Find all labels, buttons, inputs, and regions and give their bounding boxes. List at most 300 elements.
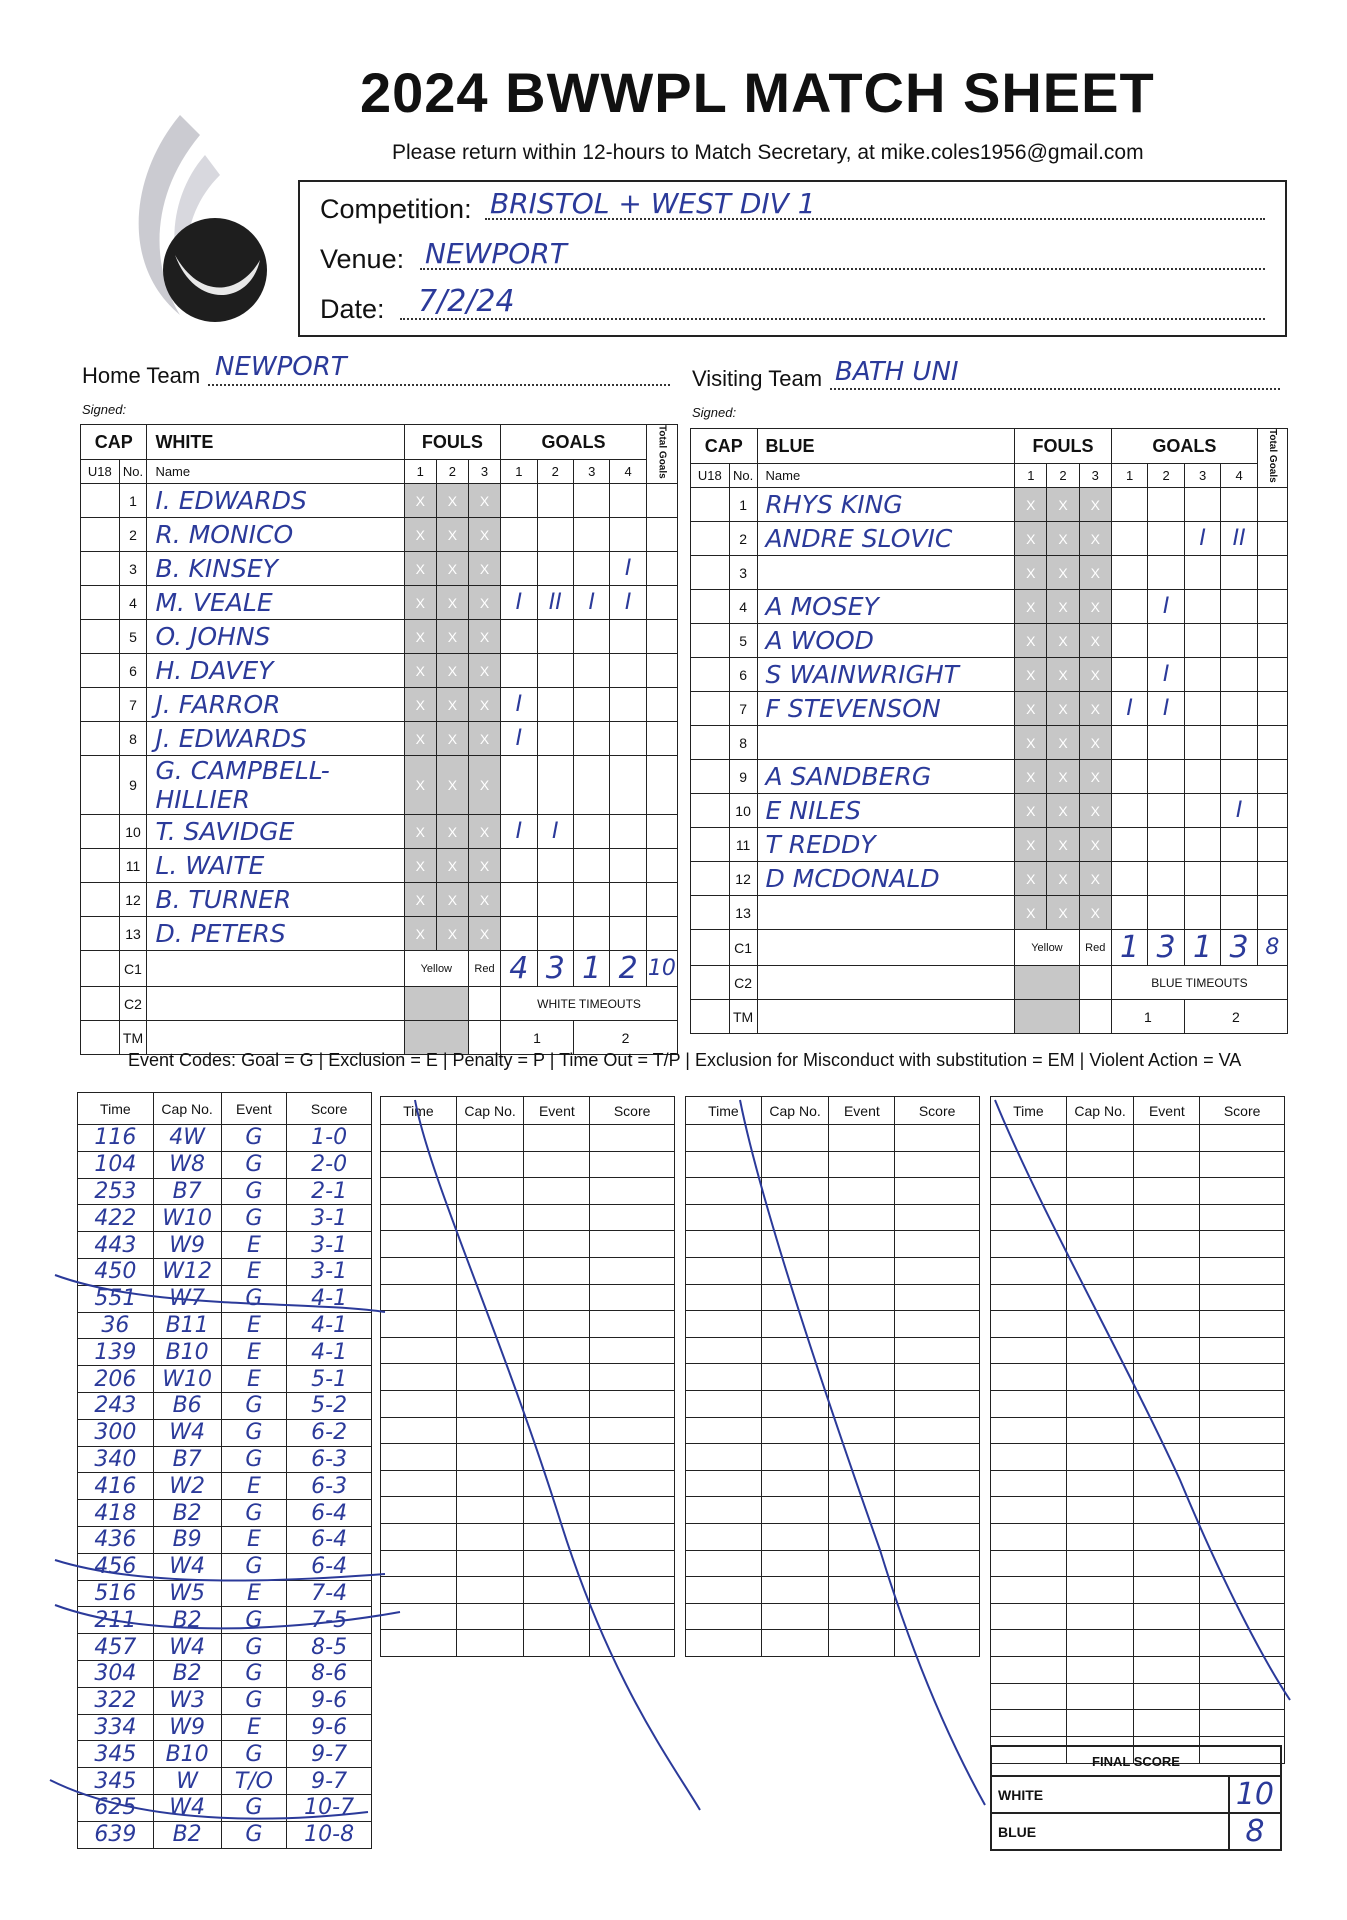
- foul-box[interactable]: [404, 688, 436, 722]
- event-time[interactable]: [686, 1417, 762, 1444]
- event-code[interactable]: E: [221, 1526, 287, 1553]
- goal-cell[interactable]: [501, 722, 537, 756]
- event-time[interactable]: [686, 1231, 762, 1258]
- event-time[interactable]: [381, 1417, 457, 1444]
- event-score[interactable]: [1200, 1178, 1285, 1205]
- u18-cell[interactable]: [81, 917, 120, 951]
- event-cap[interactable]: [761, 1444, 829, 1471]
- foul-box[interactable]: [1079, 828, 1111, 862]
- event-cap[interactable]: [1066, 1417, 1134, 1444]
- foul-box[interactable]: [1015, 590, 1047, 624]
- event-time[interactable]: 340: [78, 1446, 154, 1473]
- player-name-cell[interactable]: [757, 556, 1015, 590]
- u18-cell[interactable]: [691, 726, 730, 760]
- player-name-cell[interactable]: [147, 484, 404, 518]
- foul-box[interactable]: [1047, 522, 1079, 556]
- player-total-cell[interactable]: [1257, 590, 1287, 624]
- foul-box[interactable]: [1079, 862, 1111, 896]
- event-code[interactable]: [1134, 1337, 1200, 1364]
- event-code[interactable]: G: [221, 1794, 287, 1821]
- event-cap[interactable]: [761, 1417, 829, 1444]
- event-cap[interactable]: [761, 1311, 829, 1338]
- event-time[interactable]: [686, 1497, 762, 1524]
- venue-field[interactable]: NEWPORT: [425, 237, 567, 270]
- event-cap[interactable]: [456, 1231, 524, 1258]
- foul-box[interactable]: [1047, 726, 1079, 760]
- goal-cell[interactable]: [573, 654, 609, 688]
- event-code[interactable]: [524, 1151, 590, 1178]
- event-cap[interactable]: [761, 1603, 829, 1630]
- event-score[interactable]: 5-1: [287, 1366, 372, 1393]
- event-cap[interactable]: [456, 1178, 524, 1205]
- goal-cell[interactable]: [1148, 590, 1185, 624]
- event-code[interactable]: T/O: [221, 1768, 287, 1795]
- event-score[interactable]: [590, 1284, 675, 1311]
- event-cap[interactable]: [456, 1523, 524, 1550]
- foul-box[interactable]: [1015, 522, 1047, 556]
- event-score[interactable]: 6-4: [287, 1553, 372, 1580]
- event-cap[interactable]: W: [153, 1768, 221, 1795]
- goal-cell[interactable]: [1111, 692, 1148, 726]
- event-code[interactable]: E: [221, 1339, 287, 1366]
- event-cap[interactable]: [456, 1417, 524, 1444]
- event-code[interactable]: [829, 1257, 895, 1284]
- event-time[interactable]: [686, 1523, 762, 1550]
- player-total-cell[interactable]: [646, 722, 677, 756]
- foul-box[interactable]: [1015, 862, 1047, 896]
- goal-cell[interactable]: [537, 518, 573, 552]
- goal-cell[interactable]: [610, 586, 646, 620]
- event-cap[interactable]: [456, 1497, 524, 1524]
- event-cap[interactable]: [761, 1125, 829, 1152]
- event-cap[interactable]: W2: [153, 1473, 221, 1500]
- event-score[interactable]: [1200, 1470, 1285, 1497]
- foul-box[interactable]: [468, 722, 500, 756]
- foul-box[interactable]: [1047, 556, 1079, 590]
- event-time[interactable]: 450: [78, 1258, 154, 1285]
- event-cap[interactable]: [1066, 1364, 1134, 1391]
- red-card-box[interactable]: [1079, 1000, 1111, 1034]
- player-total-cell[interactable]: [646, 883, 677, 917]
- goal-cell[interactable]: [537, 883, 573, 917]
- goal-cell[interactable]: [1221, 896, 1258, 930]
- goal-cell[interactable]: [1148, 488, 1185, 522]
- foul-box[interactable]: [436, 883, 468, 917]
- event-score[interactable]: 10-7: [287, 1794, 372, 1821]
- period-total-cell[interactable]: [610, 951, 646, 987]
- event-score[interactable]: [590, 1497, 675, 1524]
- event-time[interactable]: [381, 1603, 457, 1630]
- event-code[interactable]: [524, 1231, 590, 1258]
- event-time[interactable]: [686, 1577, 762, 1604]
- goal-cell[interactable]: [1221, 488, 1258, 522]
- player-name-cell[interactable]: [147, 518, 404, 552]
- event-cap[interactable]: [1066, 1470, 1134, 1497]
- foul-box[interactable]: [436, 917, 468, 951]
- foul-box[interactable]: [1079, 692, 1111, 726]
- goal-cell[interactable]: [1111, 794, 1148, 828]
- goal-cell[interactable]: [1184, 590, 1221, 624]
- foul-box[interactable]: [1015, 760, 1047, 794]
- goal-cell[interactable]: [573, 756, 609, 815]
- event-cap[interactable]: [761, 1523, 829, 1550]
- event-time[interactable]: 551: [78, 1285, 154, 1312]
- event-score[interactable]: 6-4: [287, 1526, 372, 1553]
- player-name-cell[interactable]: [147, 620, 404, 654]
- event-score[interactable]: 9-6: [287, 1687, 372, 1714]
- foul-box[interactable]: [436, 620, 468, 654]
- event-code[interactable]: [829, 1444, 895, 1471]
- event-time[interactable]: 416: [78, 1473, 154, 1500]
- event-code[interactable]: [524, 1178, 590, 1205]
- event-time[interactable]: [991, 1417, 1067, 1444]
- event-time[interactable]: [991, 1444, 1067, 1471]
- event-score[interactable]: [895, 1550, 980, 1577]
- event-code[interactable]: G: [221, 1125, 287, 1152]
- event-time[interactable]: [381, 1470, 457, 1497]
- foul-box[interactable]: [1015, 658, 1047, 692]
- event-cell[interactable]: [1200, 1683, 1285, 1710]
- event-time[interactable]: 418: [78, 1500, 154, 1527]
- event-cap[interactable]: W9: [153, 1714, 221, 1741]
- player-name-cell[interactable]: [757, 862, 1015, 896]
- event-cap[interactable]: [1066, 1497, 1134, 1524]
- event-code[interactable]: [1134, 1470, 1200, 1497]
- goal-cell[interactable]: [537, 552, 573, 586]
- event-cap[interactable]: B7: [153, 1178, 221, 1205]
- player-name-cell[interactable]: [147, 586, 404, 620]
- event-score[interactable]: [895, 1284, 980, 1311]
- team-manager-name[interactable]: [757, 1000, 1015, 1034]
- event-cell[interactable]: [991, 1683, 1067, 1710]
- event-score[interactable]: 6-2: [287, 1419, 372, 1446]
- u18-cell[interactable]: [81, 722, 120, 756]
- foul-box[interactable]: [1047, 590, 1079, 624]
- event-code[interactable]: G: [221, 1500, 287, 1527]
- event-code[interactable]: [524, 1497, 590, 1524]
- event-cap[interactable]: B2: [153, 1500, 221, 1527]
- foul-box[interactable]: [1015, 794, 1047, 828]
- goal-cell[interactable]: [1184, 896, 1221, 930]
- event-score[interactable]: [895, 1337, 980, 1364]
- u18-cell[interactable]: [81, 484, 120, 518]
- period-total-cell[interactable]: [573, 951, 609, 987]
- event-score[interactable]: [1200, 1630, 1285, 1657]
- event-score[interactable]: 6-3: [287, 1446, 372, 1473]
- goal-cell[interactable]: [501, 552, 537, 586]
- event-score[interactable]: [895, 1231, 980, 1258]
- event-code[interactable]: G: [221, 1687, 287, 1714]
- event-score[interactable]: [895, 1577, 980, 1604]
- event-code[interactable]: [1134, 1151, 1200, 1178]
- foul-box[interactable]: [404, 756, 436, 815]
- goal-cell[interactable]: [573, 815, 609, 849]
- event-cap[interactable]: [456, 1311, 524, 1338]
- goal-cell[interactable]: [1111, 488, 1148, 522]
- foul-box[interactable]: [468, 552, 500, 586]
- u18-cell[interactable]: [691, 590, 730, 624]
- goal-cell[interactable]: [501, 849, 537, 883]
- player-name-cell[interactable]: [757, 692, 1015, 726]
- event-time[interactable]: [991, 1390, 1067, 1417]
- foul-box[interactable]: [1079, 896, 1111, 930]
- event-code[interactable]: [1134, 1231, 1200, 1258]
- event-code[interactable]: [829, 1364, 895, 1391]
- goal-cell[interactable]: [573, 586, 609, 620]
- event-code[interactable]: [524, 1577, 590, 1604]
- event-code[interactable]: [524, 1257, 590, 1284]
- event-cap[interactable]: [1066, 1204, 1134, 1231]
- event-time[interactable]: [686, 1470, 762, 1497]
- event-code[interactable]: [1134, 1390, 1200, 1417]
- event-code[interactable]: G: [221, 1607, 287, 1634]
- goal-cell[interactable]: [1148, 624, 1185, 658]
- goal-cell[interactable]: [1221, 828, 1258, 862]
- event-cap[interactable]: B9: [153, 1526, 221, 1553]
- event-score[interactable]: [895, 1125, 980, 1152]
- event-cell[interactable]: [991, 1656, 1067, 1683]
- goal-cell[interactable]: [1221, 522, 1258, 556]
- goal-cell[interactable]: [573, 688, 609, 722]
- period-total-cell[interactable]: [1148, 930, 1185, 966]
- event-cap[interactable]: [1066, 1603, 1134, 1630]
- final-blue-score[interactable]: 8: [1229, 1813, 1281, 1850]
- timeout-1[interactable]: 1: [501, 1021, 574, 1055]
- event-time[interactable]: [991, 1204, 1067, 1231]
- event-cap[interactable]: B2: [153, 1821, 221, 1848]
- event-cell[interactable]: [1134, 1656, 1200, 1683]
- event-code[interactable]: [829, 1630, 895, 1657]
- coach-1-name[interactable]: [147, 951, 404, 987]
- goal-cell[interactable]: [1148, 828, 1185, 862]
- event-time[interactable]: [991, 1603, 1067, 1630]
- event-cap[interactable]: [456, 1390, 524, 1417]
- event-code[interactable]: E: [221, 1580, 287, 1607]
- event-score[interactable]: [590, 1470, 675, 1497]
- event-time[interactable]: 36: [78, 1312, 154, 1339]
- foul-box[interactable]: [468, 917, 500, 951]
- event-time[interactable]: [381, 1630, 457, 1657]
- foul-box[interactable]: [1079, 726, 1111, 760]
- event-score[interactable]: 4-1: [287, 1285, 372, 1312]
- event-cap[interactable]: [1066, 1337, 1134, 1364]
- goal-cell[interactable]: [1111, 658, 1148, 692]
- event-score[interactable]: [590, 1417, 675, 1444]
- event-code[interactable]: [829, 1311, 895, 1338]
- u18-cell[interactable]: [691, 828, 730, 862]
- event-time[interactable]: 243: [78, 1392, 154, 1419]
- goal-cell[interactable]: [610, 849, 646, 883]
- player-name-cell[interactable]: [147, 917, 404, 951]
- event-score[interactable]: [1200, 1364, 1285, 1391]
- event-code[interactable]: [524, 1603, 590, 1630]
- foul-box[interactable]: [404, 654, 436, 688]
- event-cap[interactable]: [456, 1204, 524, 1231]
- player-name-cell[interactable]: [757, 522, 1015, 556]
- event-time[interactable]: 516: [78, 1580, 154, 1607]
- event-code[interactable]: [1134, 1630, 1200, 1657]
- player-name-cell[interactable]: [147, 815, 404, 849]
- foul-box[interactable]: [1079, 556, 1111, 590]
- player-name-cell[interactable]: [147, 756, 404, 815]
- event-cap[interactable]: [761, 1364, 829, 1391]
- goal-cell[interactable]: [1221, 624, 1258, 658]
- event-score[interactable]: [590, 1337, 675, 1364]
- event-cap[interactable]: [761, 1284, 829, 1311]
- u18-cell[interactable]: [81, 654, 120, 688]
- competition-field[interactable]: BRISTOL + WEST DIV 1: [490, 187, 816, 220]
- goal-cell[interactable]: [610, 518, 646, 552]
- event-code[interactable]: [829, 1151, 895, 1178]
- u18-cell[interactable]: [81, 518, 120, 552]
- player-total-cell[interactable]: [646, 688, 677, 722]
- u18-cell[interactable]: [691, 760, 730, 794]
- goal-cell[interactable]: [1111, 896, 1148, 930]
- event-cap[interactable]: B10: [153, 1741, 221, 1768]
- event-cap[interactable]: [761, 1257, 829, 1284]
- event-cap[interactable]: W3: [153, 1687, 221, 1714]
- goal-cell[interactable]: [610, 815, 646, 849]
- event-code[interactable]: [524, 1337, 590, 1364]
- goal-cell[interactable]: [1148, 760, 1185, 794]
- u18-cell[interactable]: [691, 556, 730, 590]
- foul-box[interactable]: [404, 620, 436, 654]
- foul-box[interactable]: [1079, 488, 1111, 522]
- foul-box[interactable]: [1079, 590, 1111, 624]
- goal-cell[interactable]: [501, 815, 537, 849]
- event-code[interactable]: [1134, 1603, 1200, 1630]
- event-code[interactable]: G: [221, 1392, 287, 1419]
- player-name-cell[interactable]: [757, 658, 1015, 692]
- goal-cell[interactable]: [1111, 760, 1148, 794]
- goal-cell[interactable]: [1184, 794, 1221, 828]
- event-score[interactable]: 8-5: [287, 1634, 372, 1661]
- date-field[interactable]: 7/2/24: [418, 284, 515, 319]
- event-score[interactable]: [1200, 1603, 1285, 1630]
- event-code[interactable]: [1134, 1178, 1200, 1205]
- event-cap[interactable]: [456, 1125, 524, 1152]
- event-time[interactable]: [686, 1178, 762, 1205]
- event-cap[interactable]: W4: [153, 1419, 221, 1446]
- event-code[interactable]: [829, 1497, 895, 1524]
- player-total-cell[interactable]: [1257, 658, 1287, 692]
- foul-box[interactable]: [468, 688, 500, 722]
- goal-cell[interactable]: [573, 849, 609, 883]
- goal-cell[interactable]: [573, 620, 609, 654]
- event-cap[interactable]: B10: [153, 1339, 221, 1366]
- goal-cell[interactable]: [610, 620, 646, 654]
- goal-cell[interactable]: [610, 654, 646, 688]
- foul-box[interactable]: [436, 552, 468, 586]
- event-code[interactable]: [1134, 1550, 1200, 1577]
- foul-box[interactable]: [468, 849, 500, 883]
- player-total-cell[interactable]: [1257, 828, 1287, 862]
- event-score[interactable]: [590, 1125, 675, 1152]
- event-code[interactable]: [1134, 1257, 1200, 1284]
- event-code[interactable]: [524, 1125, 590, 1152]
- event-time[interactable]: [991, 1231, 1067, 1258]
- player-total-cell[interactable]: [1257, 862, 1287, 896]
- foul-box[interactable]: [1015, 556, 1047, 590]
- yellow-card-box[interactable]: [404, 987, 468, 1021]
- player-name-cell[interactable]: [757, 726, 1015, 760]
- event-cap[interactable]: W5: [153, 1580, 221, 1607]
- player-total-cell[interactable]: [646, 849, 677, 883]
- red-card-box[interactable]: [1079, 966, 1111, 1000]
- goal-cell[interactable]: [501, 917, 537, 951]
- event-time[interactable]: [686, 1603, 762, 1630]
- event-time[interactable]: [381, 1364, 457, 1391]
- player-total-cell[interactable]: [1257, 624, 1287, 658]
- event-cap[interactable]: [761, 1337, 829, 1364]
- goal-cell[interactable]: [610, 688, 646, 722]
- foul-box[interactable]: [468, 586, 500, 620]
- event-score[interactable]: [590, 1178, 675, 1205]
- foul-box[interactable]: [1047, 828, 1079, 862]
- event-time[interactable]: 457: [78, 1634, 154, 1661]
- event-cap[interactable]: W10: [153, 1205, 221, 1232]
- u18-cell[interactable]: [691, 692, 730, 726]
- goal-cell[interactable]: [1184, 726, 1221, 760]
- goal-cell[interactable]: [1184, 760, 1221, 794]
- event-cell[interactable]: [991, 1710, 1067, 1737]
- player-name-cell[interactable]: [147, 722, 404, 756]
- match-total-cell[interactable]: [646, 951, 677, 987]
- event-code[interactable]: G: [221, 1419, 287, 1446]
- event-score[interactable]: [1200, 1151, 1285, 1178]
- event-score[interactable]: 7-5: [287, 1607, 372, 1634]
- event-cap[interactable]: [761, 1577, 829, 1604]
- event-score[interactable]: [1200, 1231, 1285, 1258]
- event-code[interactable]: G: [221, 1634, 287, 1661]
- goal-cell[interactable]: [610, 484, 646, 518]
- event-cap[interactable]: [1066, 1390, 1134, 1417]
- goal-cell[interactable]: [537, 620, 573, 654]
- goal-cell[interactable]: [1111, 828, 1148, 862]
- event-code[interactable]: [1134, 1364, 1200, 1391]
- player-total-cell[interactable]: [646, 518, 677, 552]
- goal-cell[interactable]: [1221, 658, 1258, 692]
- player-total-cell[interactable]: [1257, 896, 1287, 930]
- foul-box[interactable]: [1047, 658, 1079, 692]
- event-cap[interactable]: [761, 1497, 829, 1524]
- period-total-cell[interactable]: [537, 951, 573, 987]
- foul-box[interactable]: [468, 484, 500, 518]
- goal-cell[interactable]: [1148, 896, 1185, 930]
- event-time[interactable]: 334: [78, 1714, 154, 1741]
- goal-cell[interactable]: [537, 722, 573, 756]
- event-time[interactable]: [381, 1337, 457, 1364]
- event-cap[interactable]: [456, 1337, 524, 1364]
- event-score[interactable]: [590, 1311, 675, 1338]
- event-time[interactable]: [381, 1284, 457, 1311]
- event-time[interactable]: [381, 1125, 457, 1152]
- event-score[interactable]: [895, 1364, 980, 1391]
- player-name-cell[interactable]: [757, 488, 1015, 522]
- player-name-cell[interactable]: [147, 654, 404, 688]
- event-time[interactable]: [686, 1390, 762, 1417]
- event-code[interactable]: E: [221, 1366, 287, 1393]
- event-score[interactable]: [1200, 1390, 1285, 1417]
- event-score[interactable]: 1-0: [287, 1125, 372, 1152]
- goal-cell[interactable]: [610, 917, 646, 951]
- event-code[interactable]: [524, 1523, 590, 1550]
- event-time[interactable]: [991, 1311, 1067, 1338]
- u18-cell[interactable]: [691, 658, 730, 692]
- event-code[interactable]: [524, 1311, 590, 1338]
- u18-cell[interactable]: [81, 620, 120, 654]
- event-score[interactable]: [1200, 1417, 1285, 1444]
